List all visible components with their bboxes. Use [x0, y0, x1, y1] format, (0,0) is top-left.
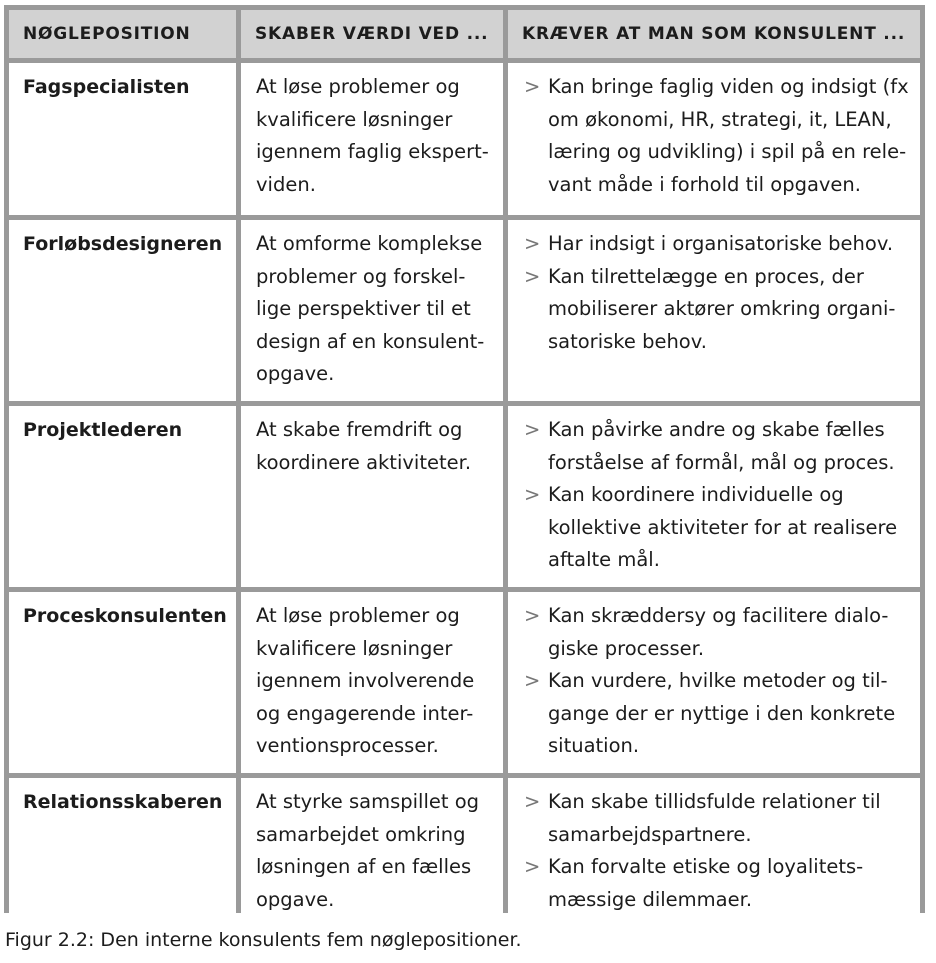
chevron-right-icon: >	[524, 604, 541, 627]
chevron-right-icon: >	[524, 669, 541, 692]
requirement-line: giske processer.	[548, 636, 705, 660]
requirement-item	[522, 228, 906, 261]
requirement-list	[522, 600, 906, 763]
requirement-line: Kan skabe tillidsfulde relationer til	[548, 790, 881, 813]
requirement-item	[522, 786, 906, 851]
requirement-line: om økonomi, HR, strategi, it, LEAN,	[548, 107, 892, 131]
requirement-line: forståelse af formål, mål og proces.	[548, 450, 895, 474]
requirement-line: Kan koordinere individuelle og	[548, 483, 844, 506]
value-line: viden.	[256, 172, 316, 196]
table-row	[9, 592, 920, 773]
value-line: samarbejdet omkring	[256, 822, 466, 846]
value-line: At løse problemer og	[256, 604, 460, 627]
value-description	[241, 778, 503, 928]
value-description	[241, 592, 503, 773]
header-key-position: NØGLEPOSITION	[9, 10, 236, 58]
value-line: kvalificere løsninger	[256, 636, 453, 660]
position-name: Forløbsdesigneren	[9, 220, 236, 401]
value-line: At skabe fremdrift og	[256, 418, 463, 441]
value-line: løsningen af en fælles	[256, 855, 472, 878]
header-creates-value: SKABER VÆRDI VED ...	[241, 10, 503, 58]
value-line: problemer og forskel-	[256, 264, 466, 288]
value-line: At omforme komplekse	[256, 232, 483, 255]
table-row	[9, 220, 920, 401]
value-description	[241, 406, 503, 587]
chevron-right-icon: >	[524, 790, 541, 813]
value-line: lige perspektiver til et	[256, 297, 471, 320]
table-row	[9, 778, 920, 928]
requirement-item	[522, 71, 909, 201]
requirement-line: situation.	[548, 734, 640, 757]
requirement-item	[522, 261, 906, 359]
position-name: Projektlederen	[9, 406, 236, 587]
requirement-line: aftalte mål.	[548, 548, 660, 571]
requirement-list	[522, 71, 909, 201]
requirement-item	[522, 665, 906, 763]
requirements	[508, 778, 920, 928]
requirement-line: mæssige dilemmaer.	[548, 887, 753, 911]
requirement-line: læring og udvikling) i spil på en rele-	[548, 140, 907, 163]
chevron-right-icon: >	[524, 264, 541, 288]
requirement-list	[522, 228, 906, 358]
requirement-line: mobiliserer aktører omkring organi-	[548, 297, 896, 320]
value-line: opgave.	[256, 887, 335, 911]
chevron-right-icon: >	[524, 483, 541, 506]
requirement-line: vant måde i forhold til opgaven.	[548, 172, 861, 196]
chevron-right-icon: >	[524, 232, 541, 255]
position-name: Proceskonsulenten	[9, 592, 236, 773]
requirement-line: Kan tilrettelægge en proces, der	[548, 264, 864, 288]
value-line: At styrke samspillet og	[256, 790, 480, 813]
value-line: igennem involverende	[256, 669, 475, 692]
value-line: ventionsprocesser.	[256, 734, 439, 757]
requirement-line: Kan forvalte etiske og loyalitets-	[548, 855, 864, 878]
table-row	[9, 406, 920, 587]
requirements	[508, 63, 920, 215]
requirements	[508, 592, 920, 773]
value-description	[241, 63, 503, 215]
requirement-line: satoriske behov.	[548, 329, 707, 353]
requirement-item	[522, 479, 906, 577]
value-description	[241, 220, 503, 401]
requirement-line: Kan vurdere, hvilke metoder og til-	[548, 669, 888, 692]
requirement-item	[522, 600, 906, 665]
key-positions-table-frame	[4, 5, 925, 913]
position-name: Fagspecialisten	[9, 63, 236, 215]
table-row	[9, 63, 920, 215]
chevron-right-icon: >	[524, 75, 541, 98]
figure-caption: Figur 2.2: Den interne konsulents fem nøglepositioner.	[5, 929, 522, 951]
value-line: og engagerende inter-	[256, 701, 474, 725]
requirement-item	[522, 414, 906, 479]
chevron-right-icon: >	[524, 418, 541, 441]
value-line: opgave.	[256, 362, 335, 385]
requirement-line: Kan påvirke andre og skabe fælles	[548, 418, 885, 441]
requirement-line: samarbejdspartnere.	[548, 822, 752, 846]
value-line: At løse problemer og	[256, 75, 460, 98]
requirement-list	[522, 786, 906, 916]
chevron-right-icon: >	[524, 855, 541, 878]
header-row	[9, 10, 920, 58]
key-positions-table	[4, 5, 925, 933]
position-name: Relationsskaberen	[9, 778, 236, 928]
value-line: igennem faglig ekspert-	[256, 140, 489, 163]
requirements	[508, 406, 920, 587]
requirements	[508, 220, 920, 401]
requirement-line: kollektive aktiviteter for at realisere	[548, 515, 898, 539]
requirement-line: gange der er nyttige i den konkrete	[548, 701, 896, 725]
requirement-line: Kan bringe faglig viden og indsigt (fx	[548, 75, 909, 98]
requirement-line: Har indsigt i organisatoriske behov.	[548, 232, 894, 255]
header-requires: KRÆVER AT MAN SOM KONSULENT ...	[508, 10, 920, 58]
requirement-item	[522, 851, 906, 916]
value-line: koordinere aktiviteter.	[256, 450, 472, 474]
requirement-line: Kan skræddersy og facilitere dialo-	[548, 604, 889, 627]
requirement-list	[522, 414, 906, 577]
value-line: kvalificere løsninger	[256, 107, 453, 131]
value-line: design af en konsulent-	[256, 329, 485, 353]
